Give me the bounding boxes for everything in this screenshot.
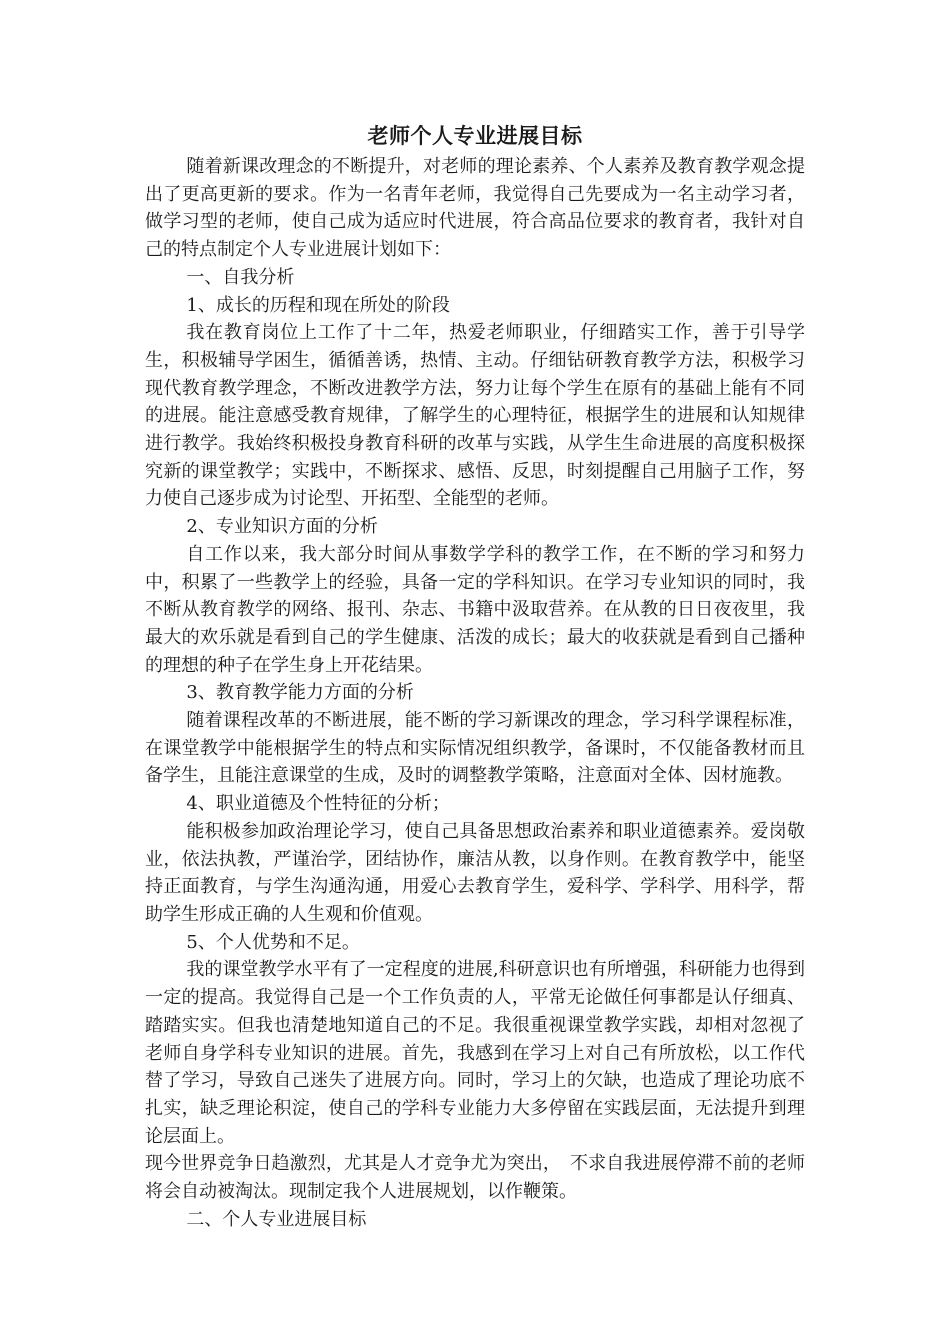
document-page: [145, 120, 805, 1233]
paragraph-competition: 现今世界竞争日趋激烈，尤其是人才竞争尤为突出， 不求自我进展停滞不前的老师将会自动被淘汰。现制定我个人进展规划，以作鞭策。: [145, 1153, 805, 1203]
intro-paragraph: 随着新课改理念的不断提升，对老师的理论素养、个人素养及教育教学观念提出了更高更新的要求。作为一名青年老师，我觉得自己先要成为一名主动学习者，做学习型的老师，使自己成为适应时代进展，符合高品位要求的教育者，我针对自己的特点制定个人专业进展计划如下：: [145, 156, 805, 261]
subheading-teaching-ability: 3、教育教学能力方面的分析: [186, 682, 414, 704]
subheading-strengths-weaknesses: 5、个人优势和不足。: [186, 931, 360, 953]
paragraph-growth-stage: 我在教育岗位上工作了十二年，热爱老师职业，仔细踏实工作，善于引导学生，积极辅导学困生，循循善诱，热情、主动。仔细钻研教育教学方法，积极学习现代教育教学理念，不断改进教学方法，努力让每个学生在原有的基础上能有不同的进展。能注意感受教育规律，了解学生的心理特征，根据学生的进展和认知规律进行教学。我始终积极投身教育科研的改革与实践，从学生生命进展的高度积极探究新的课堂教学；实践中，不断探求、感悟、反思，时刻提醒自己用脑子工作，努力使自己逐步成为讨论型、开拓型、全能型的老师。: [145, 322, 805, 510]
subheading-professional-ethics: 4、职业道德及个性特征的分析；: [186, 793, 450, 815]
paragraph-strengths-weaknesses: 我的课堂教学水平有了一定程度的进展,科研意识也有所增强，科研能力也得到一定的提高。我觉得自己是一个工作负责的人，平常无论做任何事都是认仔细真、踏踏实实。但我也清楚地知道自己的不足。我很重视课堂教学实践，却相对忽视了老师自身学科专业知识的进展。首先，我感到在学习上对自己有所放松，以工作代替了学习，导致自己迷失了进展方向。同时，学习上的欠缺，也造成了理论功底不扎实，缺乏理论积淀，使自己的学科专业能力大多停留在实践层面，无法提升到理论层面上。: [145, 959, 805, 1147]
section-heading-self-analysis: 一、自我分析: [186, 266, 295, 288]
paragraph-teaching-ability: 随着课程改革的不断进展，能不断的学习新课改的理念，学习科学课程标准，在课堂教学中能根据学生的特点和实际情况组织教学，备课时，不仅能备教材而且备学生，且能注意课堂的生成，及时的调整教学策略，注意面对全体、因材施教。: [145, 710, 805, 787]
subheading-professional-knowledge: 2、专业知识方面的分析: [186, 516, 378, 538]
subheading-growth-stage: 1、成长的历程和现在所处的阶段: [186, 294, 450, 316]
document-title: 老师个人专业进展目标: [367, 123, 583, 148]
paragraph-professional-ethics: 能积极参加政治理论学习，使自己具备思想政治素养和职业道德素养。爱岗敬业，依法执教，严谨治学，团结协作，廉洁从教，以身作则。在教育教学中，能坚持正面教育，与学生沟通沟通，用爱心去教育学生，爱科学、学科学、用科学，帮助学生形成正确的人生观和价值观。: [145, 820, 805, 925]
paragraph-professional-knowledge: 自工作以来，我大部分时间从事数学学科的教学工作，在不断的学习和努力中，积累了一些教学上的经验，具备一定的学科知识。在学习专业知识的同时，我不断从教育教学的网络、报刊、杂志、书籍中汲取营养。在从教的日日夜夜里，我最大的欢乐就是看到自己的学生健康、活泼的成长；最大的收获就是看到自己播种的理想的种子在学生身上开花结果。: [145, 543, 805, 676]
section-heading-development-goals: 二、个人专业进展目标: [186, 1208, 367, 1230]
